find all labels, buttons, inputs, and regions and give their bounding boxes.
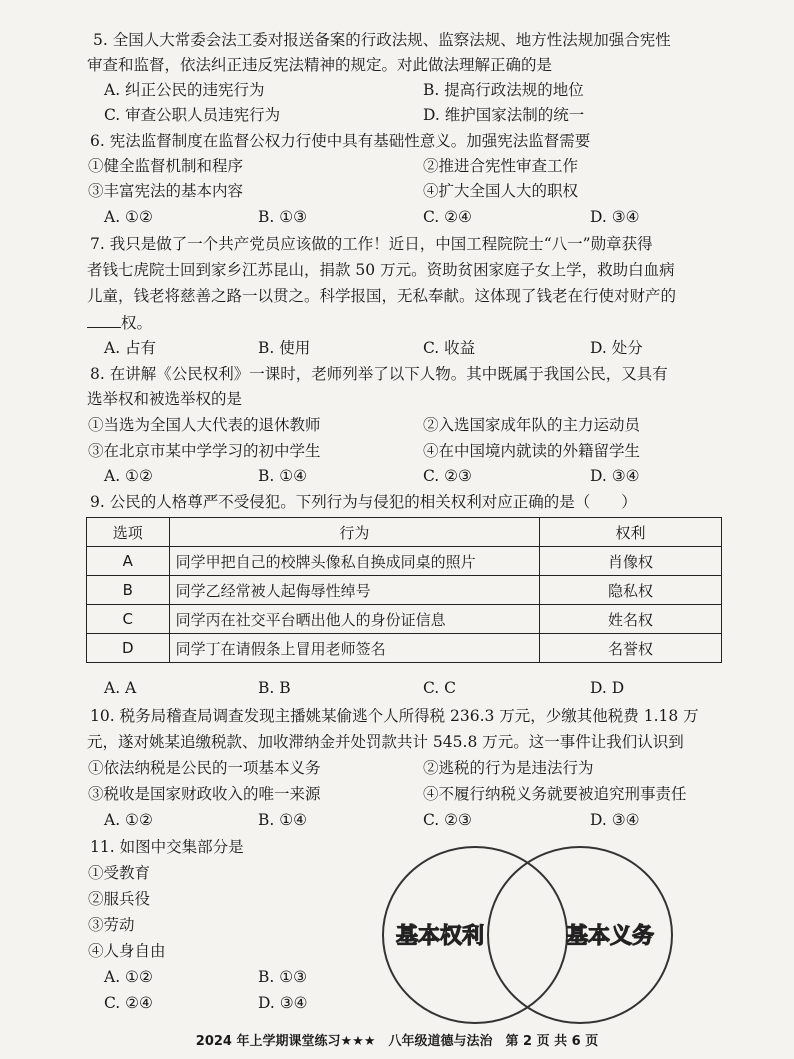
q7-option-d: D. 处分 (590, 339, 643, 357)
column-header: 选项 (87, 518, 170, 547)
q10-option-a: A. ①② (104, 811, 153, 829)
column-header: 行为 (169, 518, 540, 547)
q9-option-a: A. A (104, 679, 137, 697)
q5-stem-line2: 审查和监督，依法纠正违反宪法精神的规定。对此做法理解正确的是 (87, 56, 553, 74)
q5-option-d: D. 维护国家法制的统一 (423, 106, 585, 124)
q8-stem-line2: 选举权和被选举权的是 (87, 390, 243, 408)
q11-option-a: A. ①② (104, 968, 153, 986)
q10-stem-line1: 10. 税务局稽查局调查发现主播姚某偷逃个人所得税 236.3 万元，少缴其他税费 1.18 万 (90, 707, 699, 725)
column-header: 权利 (540, 518, 722, 547)
answer-blank (87, 311, 121, 328)
q10-option-d: D. ③④ (590, 811, 640, 829)
table-header-row (87, 518, 722, 547)
table-row (87, 605, 722, 634)
q6-option-c: C. ②④ (423, 208, 472, 226)
q6-option-b: B. ①③ (258, 208, 308, 226)
q8-stem-line1: 8. 在讲解《公民权利》一课时，老师列举了以下人物。其中既属于我国公民，又具有 (90, 365, 668, 383)
q9-option-c: C. C (423, 679, 457, 697)
q7-stem-line2: 者钱七虎院士回到家乡江苏昆山，捐款 50 万元。资助贫困家庭子女上学，救助白血病 (87, 261, 675, 279)
venn-right-label: 基本义务 (565, 924, 655, 949)
q10-option-c: C. ②③ (423, 811, 472, 829)
q7-stem-line4: 权。 (87, 311, 152, 334)
table-row (87, 547, 722, 576)
q9-stem: 9. 公民的人格尊严不受侵犯。下列行为与侵犯的相关权利对应正确的是（ ） (90, 493, 637, 511)
q10-stem-line2: 元，遂对姚某追缴税款、加收滞纳金并处罚款共计 545.8 万元。这一事件让我们认识到 (87, 733, 684, 751)
q11-option-c: C. ②④ (104, 994, 153, 1012)
q7-option-a: A. 占有 (104, 339, 157, 357)
q11-option-d: D. ③④ (258, 994, 308, 1012)
table-cell: 同学甲把自己的校牌头像私自换成同桌的照片 (169, 547, 540, 576)
q5-option-a: A. 纠正公民的违宪行为 (104, 81, 265, 99)
table-cell: C (87, 605, 170, 634)
q7-stem-line3: 儿童，钱老将慈善之路一以贯之。科学报国，无私奉献。这体现了钱老在行使对财产的 (87, 287, 677, 305)
q7-option-c: C. 收益 (423, 339, 476, 357)
table-row (87, 576, 722, 605)
q9-table (86, 517, 722, 663)
table-cell: A (87, 547, 170, 576)
q10-item-1: ①依法纳税是公民的一项基本义务 (88, 759, 321, 777)
venn-left-label: 基本权利 (395, 924, 485, 949)
q7-stem-line1: 7. 我只是做了一个共产党员应该做的工作！近日，中国工程院院士“八一”勋章获得 (90, 235, 653, 253)
q5-option-b: B. 提高行政法规的地位 (423, 81, 584, 99)
q11-stem: 11. 如图中交集部分是 (90, 838, 244, 856)
page-footer: 2024 年上学期课堂练习★★★ 八年级道德与法治 第 2 页 共 6 页 (195, 1034, 599, 1049)
q11-item-2: ②服兵役 (88, 890, 151, 908)
q8-option-d: D. ③④ (590, 467, 640, 485)
table-cell: 名誉权 (540, 634, 722, 663)
q6-stem: 6. 宪法监督制度在监督公权力行使中具有基础性意义。加强宪法监督需要 (90, 132, 591, 150)
q10-option-b: B. ①④ (258, 811, 308, 829)
q10-item-3: ③税收是国家财政收入的唯一来源 (88, 785, 321, 803)
q6-option-a: A. ①② (104, 208, 153, 226)
q6-item-1: ①健全监督机制和程序 (88, 157, 244, 175)
table-cell: 同学丁在请假条上冒用老师签名 (169, 634, 540, 663)
table-row (87, 634, 722, 663)
table-cell: 同学乙经常被人起侮辱性绰号 (169, 576, 540, 605)
q7-option-b: B. 使用 (258, 339, 311, 357)
q10-item-2: ②逃税的行为是违法行为 (423, 759, 594, 777)
q6-item-2: ②推进合宪性审查工作 (423, 157, 579, 175)
q8-item-4: ④在中国境内就读的外籍留学生 (423, 442, 641, 460)
table-cell: B (87, 576, 170, 605)
table-cell: 同学丙在社交平台晒出他人的身份证信息 (169, 605, 540, 634)
q11-item-3: ③劳动 (88, 916, 135, 934)
q9-option-b: B. B (258, 679, 291, 697)
q11-item-4: ④人身自由 (88, 942, 166, 960)
q8-item-3: ③在北京市某中学学习的初中学生 (88, 442, 321, 460)
q8-option-a: A. ①② (104, 467, 153, 485)
q8-option-b: B. ①④ (258, 467, 308, 485)
table-cell: 隐私权 (540, 576, 722, 605)
table-cell: 肖像权 (540, 547, 722, 576)
table-cell: 姓名权 (540, 605, 722, 634)
q8-option-c: C. ②③ (423, 467, 472, 485)
q8-item-2: ②入选国家成年队的主力运动员 (423, 416, 641, 434)
q10-item-4: ④不履行纳税义务就要被追究刑事责任 (423, 785, 687, 803)
venn-diagram (380, 840, 680, 1030)
q9-option-d: D. D (590, 679, 625, 697)
q5-stem-line1: 5. 全国人大常委会法工委对报送备案的行政法规、监察法规、地方性法规加强合宪性 (93, 31, 671, 49)
q5-option-c: C. 审查公职人员违宪行为 (104, 106, 281, 124)
q6-item-4: ④扩大全国人大的职权 (423, 182, 579, 200)
q6-item-3: ③丰富宪法的基本内容 (88, 182, 244, 200)
q11-option-b: B. ①③ (258, 968, 308, 986)
table-cell: D (87, 634, 170, 663)
q11-item-1: ①受教育 (88, 864, 151, 882)
q8-item-1: ①当选为全国人大代表的退休教师 (88, 416, 321, 434)
q6-option-d: D. ③④ (590, 208, 640, 226)
